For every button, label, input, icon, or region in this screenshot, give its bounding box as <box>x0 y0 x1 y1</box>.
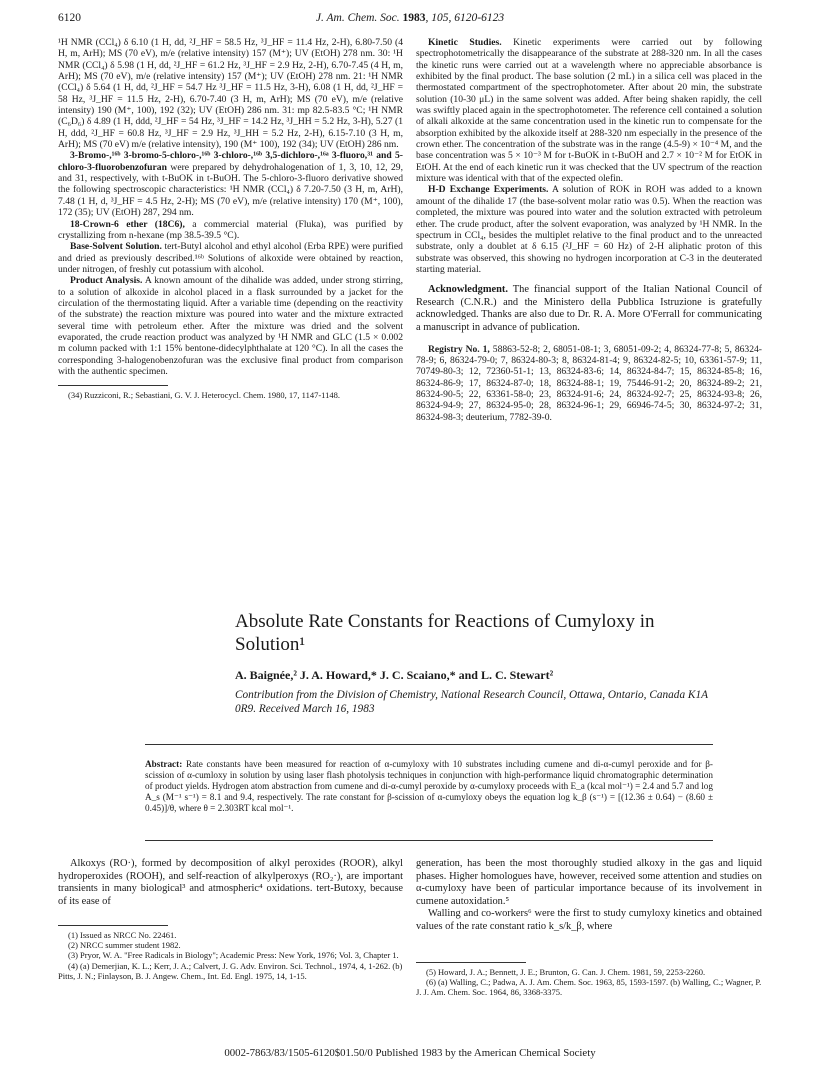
page-number: 6120 <box>58 12 81 24</box>
journal-pages: , 6120-6123 <box>448 12 505 24</box>
footnote-divider <box>416 962 526 963</box>
hd-exchange-paragraph: H-D Exchange Experiments. A solution of ROK in ROH was added to a known amount of the dihalide 17 (the base-solvent molar ratio was 0.5). When the reaction was completed, the mixture was poured into water and the solution extracted with petroleum ether. The crude product, after the solvent evaporation, was analyzed by ¹H NMR. In the spectrum in CCl₄, besides the multiplet relative to the final product and to the unreacted substrate, only a doublet at δ 6.15 (²J_HF = 60 Hz) of 2-H aliphatic proton of this substrate was observed, this showing no hydrogen incorporation at C-3 in the deuterated starting material. <box>416 184 762 275</box>
previous-article-right-column <box>416 37 762 423</box>
product-analysis-paragraph: Product Analysis. A known amount of the dihalide was added, under strong stirring, to a solution of alkoxide in alcohol placed in a flask surrounded by a jacket for the circulation of the thermostating liquid. After a variable time (depending on the reactivity of the substrate) the reaction mixture was poured into water and the mixture extracted several time with petroleum ether. After the mixture was dried and the solvent evaporated, the crude reaction product was analyzed by ¹H NMR and GLC (1.5 × 0.002 m column packed with 1:1 15% bentone-didecylphthalate at 120 °C). In all the cases the corresponding 3-halogenobenzofuran was the exclusive final product from comparison with the authentic specimen. <box>58 275 403 377</box>
footnote-6: (6) (a) Walling, C.; Padwa, A. J. Am. Chem. Soc. 1963, 85, 1593-1597. (b) Walling, C.; Wagner, P. J. J. Am. Chem. Soc. 1964, 86, 3368-3375. <box>416 977 762 998</box>
intro-continuation: generation, has been the most thoroughly studied alkoxy in the gas and liquid phases. Higher homologues have, however, received some attention and studies on α-cumyloxy have been of particular importance because of its involvement in cumene autoxidation.⁵ <box>416 858 762 907</box>
footnote-5: (5) Howard, J. A.; Bennett, J. E.; Brunton, G. Can. J. Chem. 1981, 59, 2253-2260. <box>426 967 706 977</box>
footnote-2: (2) NRCC summer student 1982. <box>68 940 181 951</box>
previous-article-left-column <box>58 37 403 401</box>
abstract-top-rule <box>145 744 713 745</box>
benzofuran-preparation-paragraph: 3-Bromo-,¹⁶ᵇ 3-bromo-5-chloro-,¹⁶ᵇ 3-chloro-,¹⁶ᵇ 3,5-dichloro-,¹⁶ᵃ 3-fluoro,³¹ and 5-chloro-3-fluorobenzofuran were prepared by dehydrohalogenation of 1, 3, 10, 12, 29, and 31, respectively, with t-BuOK in t-BuOH. The 5-chloro-3-fluoro derivative showed the following spectroscopic characteristics: ¹H NMR (CCl₄) δ 7.20-7.50 (3 H, m, ArH), 7.48 (1 H, d, ³J_HF = 4.5 Hz, 2-H); MS (70 eV), m/e (relative intensity) 170 (M⁺, 100), 172 (35); UV (EtOH) 287, 294 nm. <box>58 150 403 219</box>
registry-numbers: Registry No. 1, 58863-52-8; 2, 68051-08-1; 3, 68051-09-2; 4, 86324-77-8; 5, 86324-78-9; 6, 86324-79-0; 7, 86324-80-3; 8, 86324-81-4; 9, 86324-82-5; 10, 63361-57-9; 11, 70749-80-3; 12, 72360-51-1; 13, 86324-83-6; 14, 86324-84-7; 15, 86324-85-8; 16, 86324-86-9; 17, 86324-87-0; 18, 86324-88-1; 19, 75446-91-2; 20, 86324-89-2; 21, 86324-90-5; 22, 63361-58-0; 23, 86324-91-6; 24, 86324-92-7; 25, 86324-93-8; 26, 86324-94-9; 27, 86324-95-0; 28, 86324-96-1; 29, 66946-74-5; 30, 86324-97-2; 31, 86324-98-3; deuterium, 7782-39-0. <box>416 343 762 423</box>
journal-citation: J. Am. Chem. Soc. 1983, 105, 6120-6123 <box>315 12 505 24</box>
article-footnotes-right <box>416 962 762 998</box>
copyright-footer: 0002-7863/83/1505-6120$01.50/0 Published 1983 by the American Chemical Society <box>224 1047 596 1059</box>
journal-name: J. Am. Chem. Soc. <box>315 12 400 24</box>
article-authors: A. Baignée,² J. A. Howard,* J. C. Scaiano,* and L. C. Stewart² <box>235 668 554 682</box>
acknowledgment-paragraph: Acknowledgment. The financial support of the Italian National Council of Research (C.N.R.) and the Ministero della Pubblica Istruzione is gratefully acknowledged. Thanks are also due to Dr. R. A. More O'Ferrall for communicating a manuscript in advance of publication. <box>416 284 762 333</box>
journal-year: 1983 <box>402 12 426 24</box>
journal-volume: 105 <box>431 12 449 24</box>
footnote-1: (1) Issued as NRCC No. 22461. <box>68 930 177 940</box>
intro-paragraph: Alkoxys (RO·), formed by decomposition of alkyl peroxides (ROOR), alkyl hydroperoxides (ROOH), and self-reaction of alkylperoxys (RO₂·), are important transients in many biological³ and atmospheric⁴ oxidations. tert-Butoxy, because of its ease of <box>58 858 403 907</box>
article-title: Absolute Rate Constants for Reactions of Cumyloxy in Solution¹ <box>235 611 655 655</box>
article-body-left <box>58 858 403 908</box>
abstract-text: Rate constants have been measured for reaction of α-cumyloxy with 10 substrates including cumene and di-α-cumyl peroxide and for β-scission of α-cumloxy in solution by using laser flash photolysis techniques in conjunction with high-performance liquid chromatographic determination of product yields. Hydrogen atom abstraction from cumene and di-α-cumyl peroxide by α-cumyloxy proceeds with E_a (kcal mol⁻¹) = 2.4 and 5.7 and log A_s (M⁻¹ s⁻¹) = 8.1 and 9.4, respectively. The rate constant for β-scission of α-cumyloxy obeys the equation log k_β (s⁻¹) = [(12.36 ± 0.64) − (8.60 ± 0.45)]/θ, where θ = 2.303RT kcal mol⁻¹. <box>145 759 713 814</box>
footnote-34: (34) Ruzziconi, R.; Sebastiani, G. V. J. Heterocycl. Chem. 1980, 17, 1147-1148. <box>68 390 340 401</box>
article-body-right <box>416 858 762 934</box>
walling-paragraph: Walling and co-workers⁶ were the first to study cumyloxy kinetics and obtained values of the rate constant ratio k_s/k_β, where <box>416 908 762 932</box>
nmr-data-paragraph: ¹H NMR (CCl₄) δ 6.10 (1 H, dd, ²J_HF = 58.5 Hz, ³J_HF = 11.4 Hz, 2-H), 6.80-7.50 (4 H, m, ArH); MS (70 eV), m/e (relative intensity) 157 (M⁺); UV (EtOH) 278 nm. 30: ¹H NMR (CCl₄) δ 5.98 (1 H, dd, ²J_HF = 61.2 Hz, ³J_HF = 2.9 Hz, 2-H), 6.70-7.45 (4 H, m, ArH); MS (70 eV), m/e (relative intensity) 157 (M⁺); UV (EtOH) 278 nm. 21: ¹H NMR (CCl₄) δ 5.64 (1 H, dd, ²J_HF = 54.7 Hz ³J_HF = 11.5 Hz, 3-H), 6.08 (1 H, dd, ²J_HF = 58 Hz, ³J_HF = 11.5 Hz, 2-H), 6.70-7.40 (3 H, m, ArH); MS (70 eV), m/e (relative intensity) 190 (M⁺, 100), 192 (32); UV (EtOH) 286 nm. 31: mp 82.5-83.5 °C; ¹H NMR (C₆D₆) δ 4.89 (1 H, ddd, ²J_HF = 54 Hz, ³J_HF = 14.2 Hz, ³J_HH = 5.2 Hz, 3-H), 5.27 (1 H, ddd, ²J_HF = 60.8 Hz, ³J_HF = 2.9 Hz, ³J_HH = 5.2 Hz, 2-H), 6.15-7.10 (3 H, m, ArH); MS (70 eV) m/e (relative intensity), 190 (M⁺ 100), 192 (34); UV (EtOH) 286 nm. <box>58 37 403 151</box>
running-header <box>58 12 762 28</box>
abstract-bottom-rule <box>145 840 713 841</box>
article-affiliation: Contribution from the Division of Chemistry, National Research Council, Ottawa, Ontario, Canada K1A 0R9. Received March 16, 1983 <box>235 689 708 715</box>
crown-ether-paragraph: 18-Crown-6 ether (18C6), a commercial material (Fluka), was purified by crystallizing from n-hexane (mp 38.5-39.5 °C). <box>58 218 404 241</box>
abstract <box>145 759 713 814</box>
footnote-divider <box>58 385 168 386</box>
article-footnotes-left <box>58 925 403 981</box>
footnote-3: (3) Pryor, W. A. "Free Radicals in Biology"; Academic Press: New York, 1976; Vol. 3, Chapter 1. <box>68 950 399 961</box>
base-solvent-paragraph: Base-Solvent Solution. tert-Butyl alcohol and ethyl alcohol (Erba RPE) were purified and dried as previously described.¹⁶ᵇ Solutions of alkoxide were obtained by reaction, under nitrogen, of freshly cut potassium with alcohol. <box>58 241 403 275</box>
kinetic-studies-paragraph: Kinetic Studies. Kinetic experiments were carried out by following spectrophotometrically the disappearance of the substrate at 288-320 nm. In all the cases the kinetic runs were carried out at a wavelength where no appreciable absorbance is exhibited by the final product. The base solution (2 mL) in a silica cell was placed in the thermostated compartment of the spectrophotometer. After about 20 min, the substrate solution (10-30 μL) in the same solvent was added. After being shaken rapidly, the cell was swiftly placed again in the spectrophotometer. The reference cell contained a solution of alkali alkoxide at the same concentration used in the kinetic run to compensate for the absorption exhibited by the alkoxide itself at 288-320 nm especially in the presence of the crown ether. The concentration of the substrate was in the range (4.5-9) × 10⁻⁴ M, and the base concentration was 5 × 10⁻³ M for t-BuOK in t-BuOH and 2.7 × 10⁻² M for EtOK in EtOH. At the end of each kinetic run it was checked that the UV spectrum of the reaction mixture was identical with that of the expected olefin. <box>416 37 762 185</box>
footnote-divider <box>58 925 168 926</box>
abstract-label: Abstract: <box>145 759 183 769</box>
footnote-4: (4) (a) Demerjian, K. L.; Kerr, J. A.; Calvert, J. G. Adv. Environ. Sci. Technol., 1974, 4, 1-262. (b) Pitts, J. N.; Finlayson, B. J. Angew. Chem., Int. Ed. Engl. 1975, 14, 1-15. <box>58 960 403 981</box>
